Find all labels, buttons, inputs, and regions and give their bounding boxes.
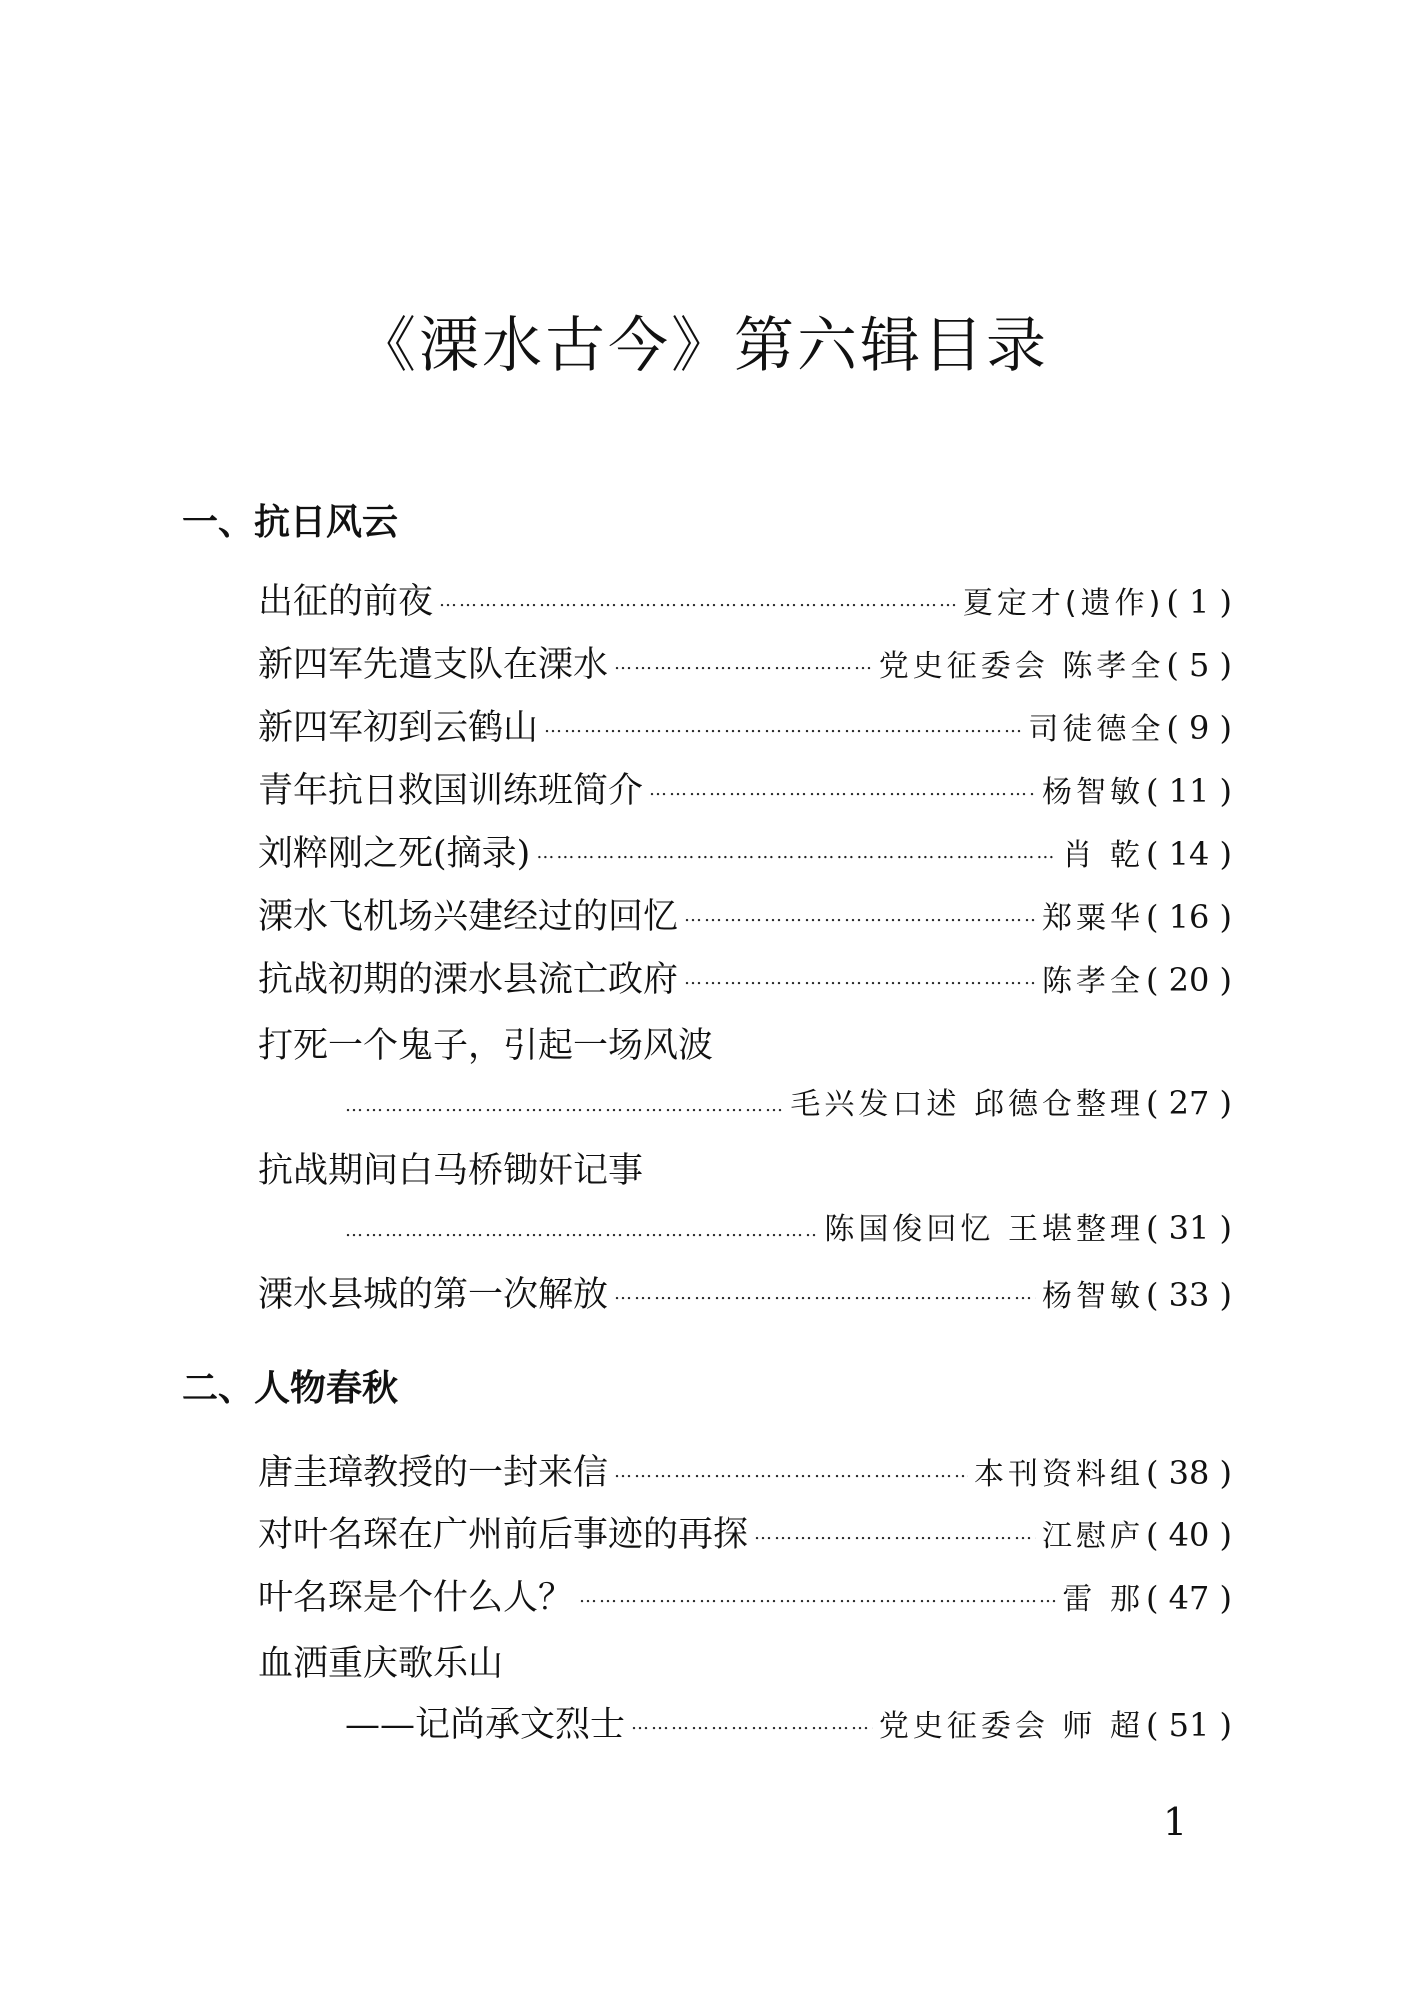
entry-title: 打死一个鬼子，引起一场风波 bbox=[258, 1026, 714, 1066]
leader-dots bbox=[754, 1523, 1036, 1544]
entry-page: ( 16 ) bbox=[1145, 898, 1232, 936]
entry-title: 对叶名琛在广州前后事迹的再探 bbox=[258, 1515, 749, 1555]
entry-author: 杨智敏 bbox=[1041, 775, 1144, 810]
leader-dots bbox=[536, 842, 1056, 863]
entry-page: ( 40 ) bbox=[1145, 1516, 1232, 1554]
toc-entry bbox=[258, 1267, 1232, 1319]
toc-entry bbox=[345, 1204, 1232, 1256]
leader-dots bbox=[439, 590, 957, 611]
entry-title: 血洒重庆歌乐山 bbox=[258, 1644, 504, 1684]
toc-entry bbox=[258, 1445, 1232, 1497]
entry-title: 刘粹刚之死(摘录) bbox=[258, 834, 531, 874]
entry-author: 本刊资料组 bbox=[973, 1457, 1144, 1492]
entry-author: 陈孝全 bbox=[1041, 964, 1144, 999]
entry-title: 抗战期间白马桥锄奸记事 bbox=[258, 1151, 644, 1191]
leader-dots bbox=[684, 968, 1036, 989]
entry-author: 陈国俊回忆 王堪整理 bbox=[824, 1212, 1144, 1247]
leader-dots bbox=[631, 1713, 873, 1734]
entry-title: 出征的前夜 bbox=[258, 582, 434, 622]
entry-author: 党史征委会 陈孝全 bbox=[878, 649, 1165, 684]
entry-page: ( 20 ) bbox=[1145, 961, 1232, 999]
toc-entry bbox=[258, 889, 1232, 941]
leader-dots bbox=[345, 1220, 818, 1241]
entry-author: 杨智敏 bbox=[1041, 1279, 1144, 1314]
leader-dots bbox=[614, 1283, 1036, 1304]
toc-entry bbox=[258, 637, 1232, 689]
leader-dots bbox=[614, 1461, 968, 1482]
entry-title: 溧水县城的第一次解放 bbox=[258, 1275, 609, 1315]
section-heading-2: 二、人物春秋 bbox=[182, 1368, 399, 1409]
toc-entry bbox=[345, 1697, 1232, 1749]
leader-dots bbox=[544, 716, 1022, 737]
toc-entry bbox=[258, 700, 1232, 752]
leader-dots bbox=[684, 905, 1036, 926]
entry-title: 新四军初到云鹤山 bbox=[258, 708, 539, 748]
entry-author: 夏定才(遗作) bbox=[962, 586, 1165, 621]
entry-author: 司徒德全 bbox=[1028, 712, 1165, 747]
entry-page: ( 5 ) bbox=[1166, 646, 1232, 684]
entry-subtitle: ——记尚承文烈士 bbox=[345, 1705, 626, 1745]
entry-page: ( 51 ) bbox=[1145, 1706, 1232, 1744]
leader-dots bbox=[345, 1095, 784, 1116]
page-title: 《溧水古今》第六辑目录 bbox=[356, 311, 1049, 381]
entry-title: 叶名琛是个什么人？ bbox=[258, 1578, 574, 1618]
toc-entry bbox=[258, 763, 1232, 815]
leader-dots bbox=[649, 779, 1036, 800]
toc-entry bbox=[345, 1079, 1232, 1131]
entry-author: 党史征委会 师 超 bbox=[878, 1709, 1144, 1744]
entry-title: 青年抗日救国训练班简介 bbox=[258, 771, 644, 811]
entry-author: 雷 那 bbox=[1062, 1582, 1144, 1617]
entry-page: ( 27 ) bbox=[1145, 1084, 1232, 1122]
entry-title: 溧水飞机场兴建经过的回忆 bbox=[258, 897, 679, 937]
toc-entry bbox=[258, 952, 1232, 1004]
entry-author: 肖 乾 bbox=[1062, 838, 1144, 873]
toc-entry bbox=[258, 574, 1232, 626]
entry-author: 江慰庐 bbox=[1041, 1519, 1144, 1554]
entry-page: ( 1 ) bbox=[1166, 583, 1232, 621]
toc-entry bbox=[258, 826, 1232, 878]
leader-dots bbox=[579, 1586, 1056, 1607]
entry-author: 毛兴发口述 邱德仓整理 bbox=[790, 1087, 1144, 1122]
entry-page: ( 31 ) bbox=[1145, 1209, 1232, 1247]
section-heading-1: 一、抗日风云 bbox=[182, 502, 399, 543]
entry-page: ( 14 ) bbox=[1145, 835, 1232, 873]
entry-author: 郑粟华 bbox=[1041, 901, 1144, 936]
entry-page: ( 47 ) bbox=[1145, 1579, 1232, 1617]
toc-entry bbox=[258, 1570, 1232, 1622]
page-number: 1 bbox=[1163, 1800, 1188, 1844]
leader-dots bbox=[614, 653, 873, 674]
entry-title: 新四军先遣支队在溧水 bbox=[258, 645, 609, 685]
entry-title: 唐圭璋教授的一封来信 bbox=[258, 1453, 609, 1493]
entry-title: 抗战初期的溧水县流亡政府 bbox=[258, 960, 679, 1000]
entry-page: ( 33 ) bbox=[1145, 1276, 1232, 1314]
toc-entry bbox=[258, 1507, 1232, 1559]
entry-page: ( 9 ) bbox=[1166, 709, 1232, 747]
entry-page: ( 38 ) bbox=[1145, 1454, 1232, 1492]
entry-page: ( 11 ) bbox=[1145, 772, 1232, 810]
